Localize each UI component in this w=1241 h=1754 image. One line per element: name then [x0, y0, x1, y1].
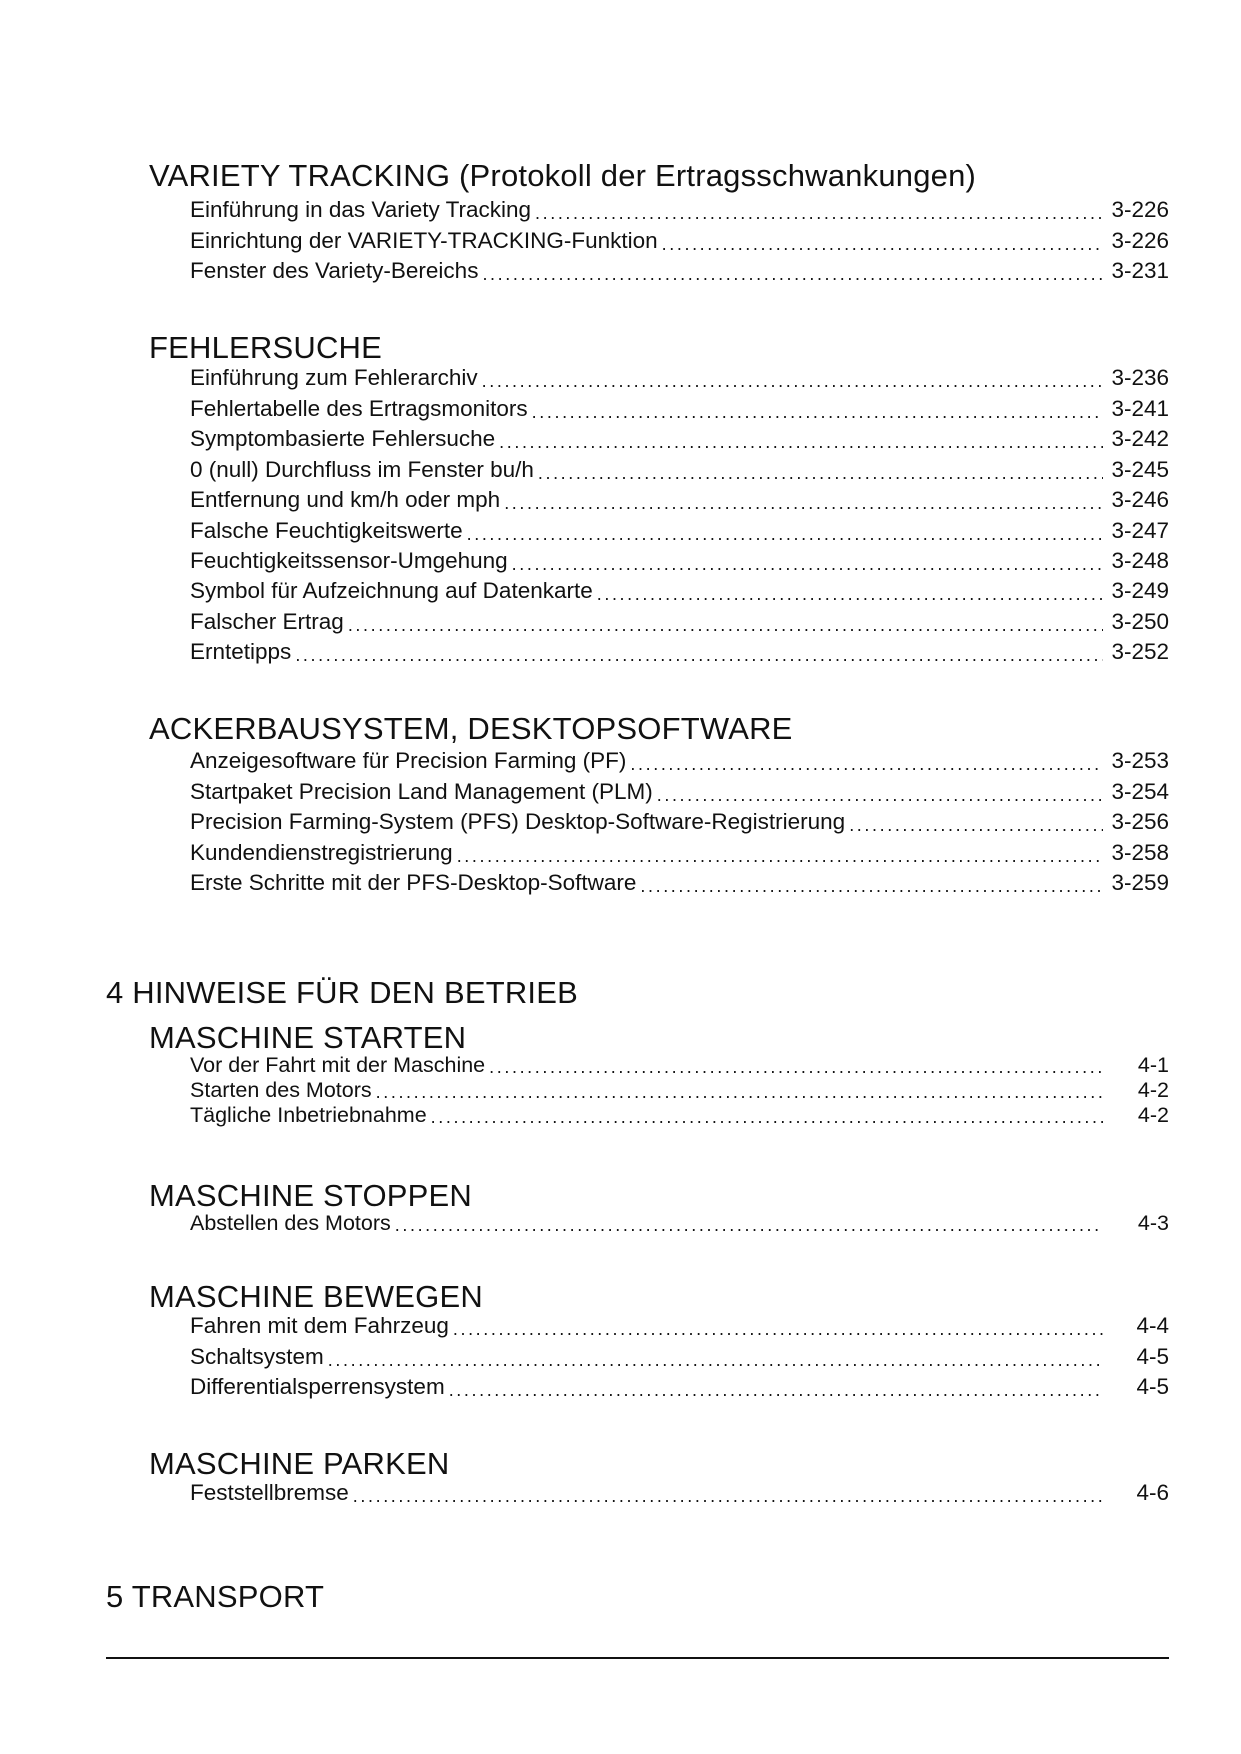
section-heading: FEHLERSUCHE	[149, 330, 383, 365]
toc-entry[interactable]	[190, 809, 1169, 835]
toc-entry-title: Symptombasierte Fehlersuche	[190, 426, 496, 451]
dot-leader	[504, 493, 1103, 513]
chapter-heading: 5 TRANSPORT	[106, 1579, 325, 1614]
toc-entry[interactable]	[190, 1053, 1169, 1077]
toc-entry-page: 3-250	[1111, 609, 1169, 634]
toc-entry[interactable]	[190, 870, 1169, 896]
toc-entry-page: 3-249	[1111, 578, 1169, 603]
toc-entry-page: 3-236	[1111, 365, 1169, 390]
toc-entry-page: 3-226	[1111, 197, 1169, 222]
dot-leader	[376, 1083, 1103, 1102]
toc-entry[interactable]	[190, 197, 1169, 223]
toc-entry[interactable]	[190, 258, 1169, 284]
dot-leader	[532, 402, 1103, 422]
dot-leader	[662, 234, 1103, 254]
toc-entry[interactable]	[190, 1078, 1169, 1102]
toc-entry-title: Symbol für Aufzeichnung auf Datenkarte	[190, 578, 593, 603]
dot-leader	[353, 1486, 1103, 1506]
toc-entry-page: 3-231	[1111, 258, 1169, 283]
toc-entry-title: Kundendienstregistrierung	[190, 840, 453, 865]
toc-entry-page: 4-5	[1136, 1344, 1169, 1369]
toc-entry-title: Schaltsystem	[190, 1344, 324, 1369]
toc-entry-title: Falscher Ertrag	[190, 609, 344, 634]
toc-entry[interactable]	[190, 396, 1169, 422]
dot-leader	[467, 524, 1103, 544]
toc-entry[interactable]	[190, 1344, 1169, 1370]
dot-leader	[457, 846, 1103, 866]
toc-entry[interactable]	[190, 609, 1169, 635]
toc-entry[interactable]	[190, 840, 1169, 866]
toc-entry-page: 3-245	[1111, 457, 1169, 482]
toc-entry-title: Abstellen des Motors	[190, 1211, 391, 1235]
toc-entry[interactable]	[190, 457, 1169, 483]
dot-leader	[597, 584, 1103, 604]
dot-leader	[512, 554, 1103, 574]
dot-leader	[431, 1108, 1103, 1127]
section-heading: MASCHINE STARTEN	[149, 1020, 467, 1055]
toc-entry-page: 3-248	[1111, 548, 1169, 573]
toc-entry-page: 4-1	[1137, 1053, 1169, 1077]
chapter-heading: 4 HINWEISE FÜR DEN BETRIEB	[106, 975, 578, 1010]
toc-entry[interactable]	[190, 1480, 1169, 1506]
toc-entry[interactable]	[190, 1211, 1169, 1235]
section-heading: MASCHINE STOPPEN	[149, 1178, 473, 1213]
dot-leader	[538, 463, 1103, 483]
toc-entry-title: Feuchtigkeitssensor-Umgehung	[190, 548, 508, 573]
toc-entry[interactable]	[190, 748, 1169, 774]
toc-entry-title: Precision Farming-System (PFS) Desktop-Software-Registrierung	[190, 809, 846, 834]
dot-leader	[453, 1319, 1103, 1339]
footer-rule	[106, 1657, 1169, 1659]
toc-entry[interactable]	[190, 548, 1169, 574]
toc-entry[interactable]	[190, 578, 1169, 604]
toc-entry-title: Tägliche Inbetriebnahme	[190, 1103, 427, 1127]
toc-entry-title: Anzeigesoftware für Precision Farming (PF)	[190, 748, 627, 773]
toc-entry[interactable]	[190, 365, 1169, 391]
toc-entry-title: Startpaket Precision Land Management (PLM)	[190, 779, 653, 804]
toc-entry-title: Erntetipps	[190, 639, 292, 664]
toc-entry-title: Einrichtung der VARIETY-TRACKING-Funktion	[190, 228, 658, 253]
toc-entry-page: 3-226	[1111, 228, 1169, 253]
toc-entry-title: Einführung zum Fehlerarchiv	[190, 365, 478, 390]
dot-leader	[348, 615, 1103, 635]
toc-entry-page: 3-246	[1111, 487, 1169, 512]
toc-entry-page: 3-241	[1111, 396, 1169, 421]
dot-leader	[482, 264, 1103, 284]
toc-entry-title: Erste Schritte mit der PFS-Desktop-Software	[190, 870, 637, 895]
toc-entry[interactable]	[190, 426, 1169, 452]
toc-entry-page: 4-5	[1136, 1374, 1169, 1399]
toc-entry-page: 3-242	[1111, 426, 1169, 451]
toc-entry-title: Feststellbremse	[190, 1480, 349, 1505]
toc-entry-page: 4-2	[1137, 1103, 1169, 1127]
section-heading: MASCHINE BEWEGEN	[149, 1279, 483, 1314]
section-heading: ACKERBAUSYSTEM, DESKTOPSOFTWARE	[149, 711, 793, 746]
toc-entry-page: 3-252	[1111, 639, 1169, 664]
toc-entry-page: 3-256	[1111, 809, 1169, 834]
dot-leader	[630, 754, 1103, 774]
toc-entry-page: 4-3	[1137, 1211, 1169, 1235]
toc-entry[interactable]	[190, 779, 1169, 805]
toc-entry-page: 3-254	[1111, 779, 1169, 804]
toc-entry-title: Einführung in das Variety Tracking	[190, 197, 532, 222]
toc-entry-title: Fehlertabelle des Ertragsmonitors	[190, 396, 528, 421]
toc-entry-page: 3-253	[1111, 748, 1169, 773]
toc-entry-page: 4-4	[1136, 1313, 1169, 1338]
toc-entry-title: 0 (null) Durchfluss im Fenster bu/h	[190, 457, 534, 482]
dot-leader	[449, 1380, 1103, 1400]
toc-entry-title: Starten des Motors	[190, 1078, 372, 1102]
toc-entry-title: Entfernung und km/h oder mph	[190, 487, 501, 512]
toc-entry-title: Differentialsperrensystem	[190, 1374, 445, 1399]
toc-entry[interactable]	[190, 1103, 1169, 1127]
toc-entry-page: 4-2	[1137, 1078, 1169, 1102]
toc-entry[interactable]	[190, 1374, 1169, 1400]
dot-leader	[499, 432, 1103, 452]
toc-entry-page: 3-258	[1111, 840, 1169, 865]
dot-leader	[657, 785, 1103, 805]
dot-leader	[328, 1350, 1103, 1370]
toc-entry[interactable]	[190, 487, 1169, 513]
toc-entry-page: 4-6	[1136, 1480, 1169, 1505]
toc-entry-title: Vor der Fahrt mit der Maschine	[190, 1053, 486, 1077]
dot-leader	[395, 1216, 1103, 1235]
dot-leader	[535, 203, 1103, 223]
toc-entry-title: Fahren mit dem Fahrzeug	[190, 1313, 449, 1338]
dot-leader	[640, 876, 1103, 896]
toc-entry-page: 3-247	[1111, 518, 1169, 543]
toc-entry[interactable]	[190, 228, 1169, 254]
dot-leader	[489, 1058, 1103, 1077]
dot-leader	[849, 815, 1103, 835]
toc-entry[interactable]	[190, 518, 1169, 544]
toc-entry-title: Fenster des Variety-Bereichs	[190, 258, 479, 283]
toc-entry-page: 3-259	[1111, 870, 1169, 895]
section-heading: VARIETY TRACKING (Protokoll der Ertragsschwankungen)	[149, 158, 977, 193]
dot-leader	[295, 645, 1103, 665]
toc-entry[interactable]	[190, 1313, 1169, 1339]
section-heading: MASCHINE PARKEN	[149, 1446, 450, 1481]
toc-entry-title: Falsche Feuchtigkeitswerte	[190, 518, 463, 543]
dot-leader	[482, 371, 1103, 391]
toc-entry[interactable]	[190, 639, 1169, 665]
